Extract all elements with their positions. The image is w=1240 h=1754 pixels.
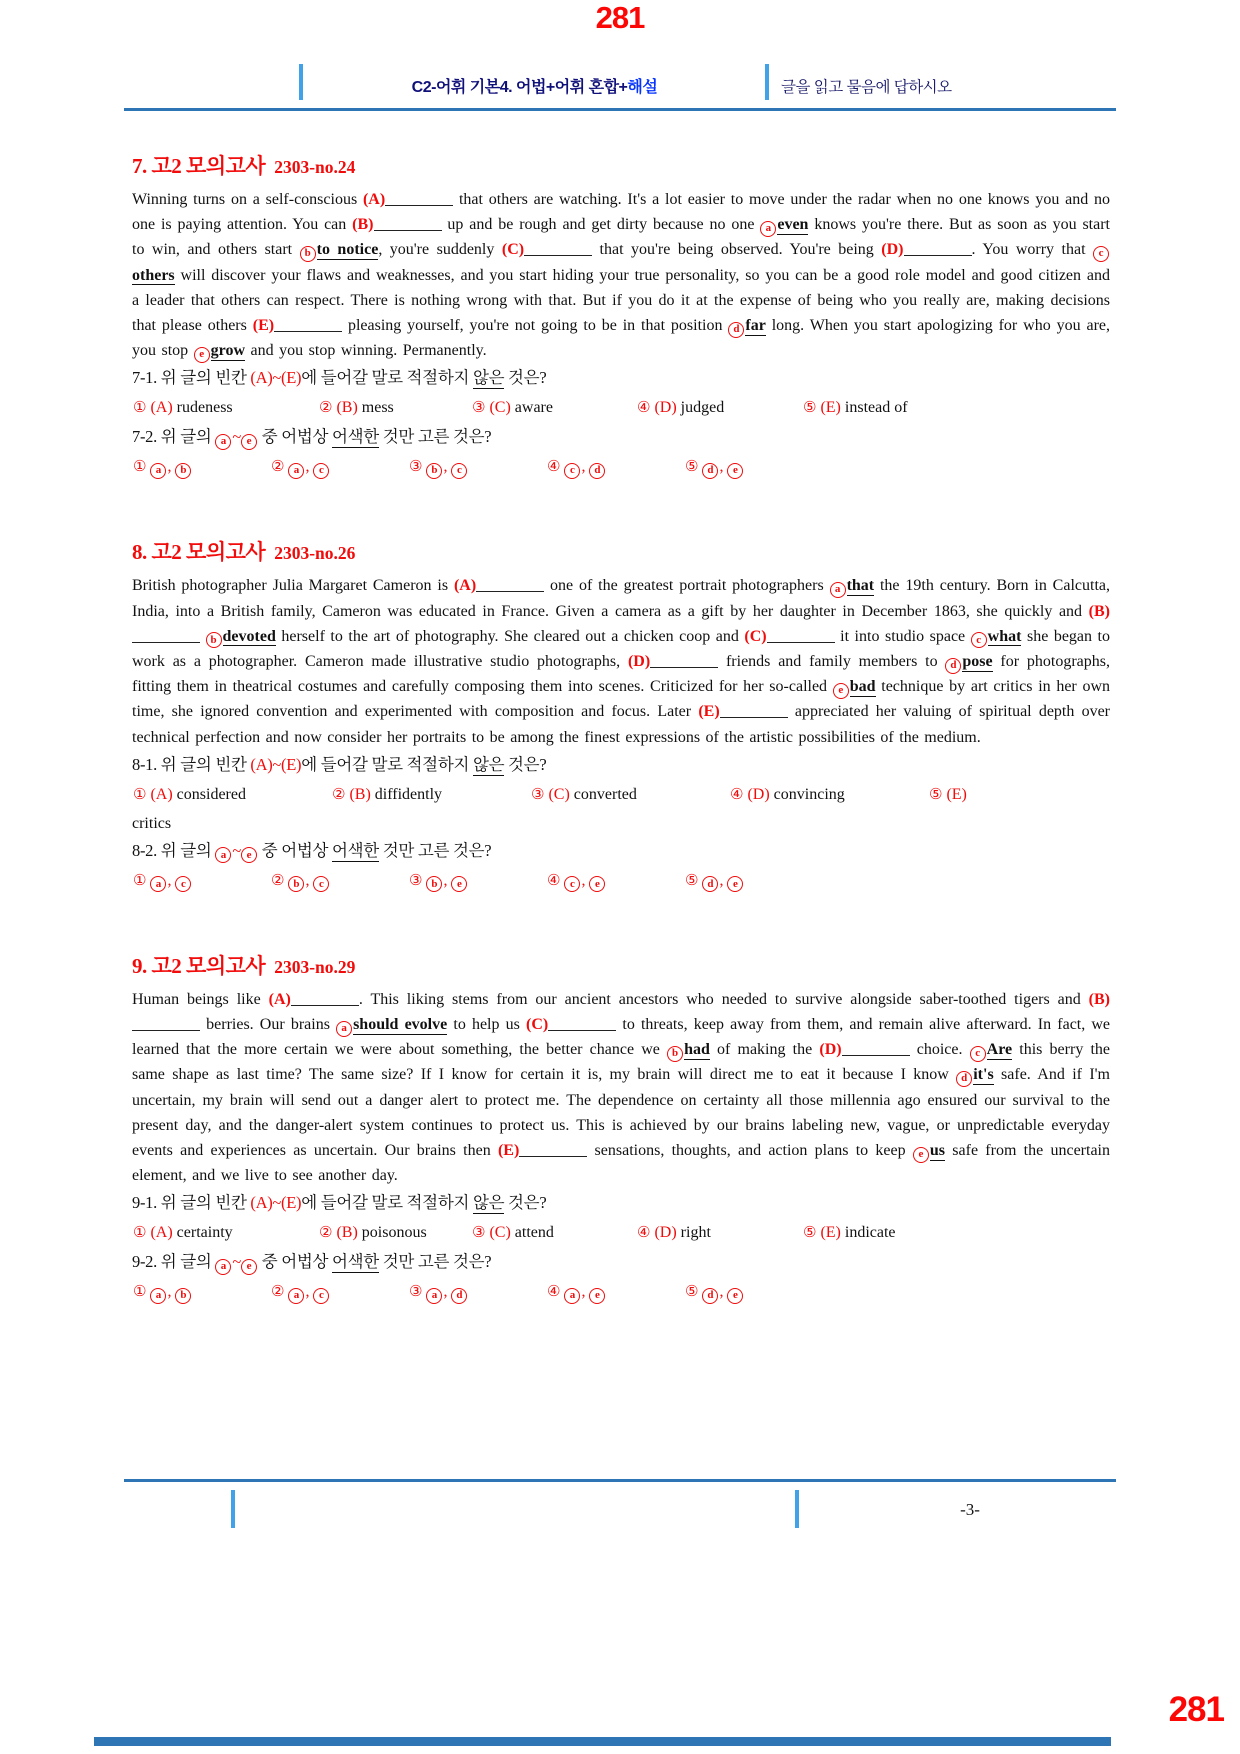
section-heading xyxy=(132,950,1110,980)
blank-label: (D) xyxy=(819,1041,842,1059)
grammar-word: to notice xyxy=(316,241,379,259)
option-tag: (D) xyxy=(654,399,677,417)
grammar-word: had xyxy=(684,1041,710,1059)
grammar-word: even xyxy=(777,216,809,234)
circled-letter-c: c xyxy=(313,876,329,892)
sections-container xyxy=(132,150,1110,1361)
circled-letter-d: d xyxy=(702,876,718,892)
blank-line xyxy=(385,192,453,206)
option-number: ① xyxy=(133,870,147,889)
blank-line xyxy=(374,217,442,231)
section-8 xyxy=(132,536,1110,893)
option-number: ② xyxy=(271,457,285,476)
option-tag: (D) xyxy=(747,785,770,803)
option-pair: c , d xyxy=(564,458,606,475)
section-number-title: 9. 고2 모의고사 xyxy=(132,953,266,978)
circled-letter-e: e xyxy=(241,847,257,863)
option-number: ⑤ xyxy=(803,1223,817,1242)
footer-divider-right xyxy=(795,1490,799,1528)
circled-letter-a: a xyxy=(564,1288,580,1304)
option-number: ③ xyxy=(409,1282,423,1301)
blank-line xyxy=(650,654,718,668)
blank-line xyxy=(767,629,835,643)
circled-letter-e: e xyxy=(833,683,849,699)
circled-letter-b: b xyxy=(667,1046,683,1062)
blank-line xyxy=(132,1017,200,1031)
grammar-word: others xyxy=(132,266,175,284)
blank-line xyxy=(548,1017,616,1031)
option-number: ⑤ xyxy=(685,870,699,889)
question-label: 9-2. xyxy=(132,1252,161,1272)
circled-letter-e: e xyxy=(241,434,257,450)
option-number: ① xyxy=(133,1282,147,1301)
underlined-word: 않은 xyxy=(472,754,505,774)
blank-label: (D) xyxy=(881,241,904,259)
option-pair: b , e xyxy=(426,872,468,889)
circled-letter-b: b xyxy=(206,632,222,648)
option-number: ③ xyxy=(409,870,423,889)
passage: Human beings like (A) . This liking stems from our ancient ancestors who needed to survive alongside saber-toothed tigers and (B) berries. Our brains a should evolve to help us (C) to threats, keep away from them, and remain alive afterward. In fact, we learned that the more certain we were about something, the better chance we b had of making the (D) choice. c Are this berry the same shape as last time? The same size? If I know for certain it is, my brain will direct me to eat it because I know d it's safe. And if I'm uncertain, my brain will send out a danger alert to protect me. The dependence on certainty all those millennia ago ensured our survival to the present day, and the danger-alert system continues to protect us. This is achieved by our brains labeling new, vague, or unpredictable everyday events and experiences as uncertain. Our brains then (E) sensations, thoughts, and action plans to keep e us safe from the uncertain element, and we live to see another day. xyxy=(132,990,1111,1185)
passage: British photographer Julia Margaret Cameron is (A) one of the greatest portrait photographers a that the 19th century. Born in Calcutta, India, into a British family, Cameron was educated in France. Given a camera as a gift by her daughter in December 1863, she quickly and (B) b devoted herself to the art of photography. She cleared out a chicken coop and (C) it into studio space c what she began to work as a photographer. Cameron made illustrative studio photographs, (D) friends and family members to d pose for photographs, fitting them in theatrical costumes and carefully composing them into scenes. Criticized for her so-called e bad technique by art critics in her own time, she ignored convention and experimented with composition and focus. Later (E) appreciated her valuing of spiritual depth over technical perfection and now consider her portraits to be among the finest expressions of the artistic possibilities of the medium. xyxy=(132,577,1111,746)
option-number: ⑤ xyxy=(803,398,817,417)
option-tag: (B) xyxy=(349,785,371,803)
underlined-word: 않은 xyxy=(472,1193,505,1213)
underlined-word: 어색한 xyxy=(332,1252,379,1272)
blank-label: (C) xyxy=(501,241,525,259)
option-number: ③ xyxy=(531,784,545,803)
bottom-blue-band xyxy=(94,1737,1111,1746)
blank-label: (D) xyxy=(627,653,651,671)
option-number: ② xyxy=(319,1223,333,1242)
question-text: 8-2. 위 글의 a ~ e 중 어법상 어색한 것만 고른 것은? xyxy=(132,838,1110,864)
circled-letter-e: e xyxy=(451,876,467,892)
option-number: ① xyxy=(133,784,147,803)
blank-label: (E) xyxy=(252,317,275,335)
section-number-title: 8. 고2 모의고사 xyxy=(132,540,266,565)
grammar-word: devoted xyxy=(222,627,276,645)
blank-label: (A) xyxy=(268,990,291,1008)
circled-letter-e: e xyxy=(589,1288,605,1304)
option-pair: a , e xyxy=(564,1283,606,1300)
circled-letter-b: b xyxy=(300,246,316,262)
option-2: ② (B) diffidently xyxy=(332,784,443,803)
question-8-2 xyxy=(132,838,1110,894)
option-number: ⑤ xyxy=(685,457,699,476)
section-9 xyxy=(132,950,1110,1306)
circled-letter-e: e xyxy=(913,1147,929,1163)
circled-letter-b: b xyxy=(426,463,442,479)
question-label: 9-1. xyxy=(132,1193,161,1213)
circled-letter-e: e xyxy=(727,876,743,892)
circled-letter-b: b xyxy=(175,1288,191,1304)
question-label: 8-2. xyxy=(132,840,161,860)
option-number: ③ xyxy=(472,1223,486,1242)
grammar-word: it's xyxy=(973,1066,994,1084)
option-pair: a , c xyxy=(288,458,330,475)
circled-letter-c: c xyxy=(1093,246,1109,262)
grammar-word: Are xyxy=(986,1041,1013,1059)
question-text: 9-1. 위 글의 빈칸 (A)~(E)에 들어갈 말로 적절하지 않은 것은? xyxy=(132,1193,547,1213)
options-row xyxy=(133,781,1110,808)
option-number: ② xyxy=(332,784,346,803)
blank-label: (E) xyxy=(698,703,720,721)
grammar-word: should evolve xyxy=(353,1016,448,1034)
blank-label: (A) xyxy=(453,577,477,595)
option-tag: (C) xyxy=(548,785,570,803)
question-label: 8-1. xyxy=(132,754,161,774)
blank-label: (C) xyxy=(526,1016,549,1034)
blank-line xyxy=(291,992,359,1006)
option-number: ② xyxy=(319,398,333,417)
option-number: ③ xyxy=(472,398,486,417)
circled-letter-b: b xyxy=(288,876,304,892)
option-1 xyxy=(133,453,271,480)
circled-letter-c: c xyxy=(970,1046,986,1062)
options-row xyxy=(133,394,1110,421)
option-3 xyxy=(409,1278,547,1305)
section-number-title: 7. 고2 모의고사 xyxy=(132,154,266,178)
circled-letter-a: a xyxy=(150,463,166,479)
option-tag: (C) xyxy=(489,399,511,417)
header-divider-right xyxy=(765,64,769,100)
blank-label: (B) xyxy=(1088,602,1110,620)
circled-range: a ~ e xyxy=(215,427,258,446)
circled-letter-a: a xyxy=(288,463,304,479)
question-text: 7-1. 위 글의 빈칸 (A)~(E)에 들어갈 말로 적절하지 않은 것은? xyxy=(132,368,547,388)
blank-line xyxy=(720,704,788,718)
options-row xyxy=(133,867,1110,894)
option-4: ④ (D) judged xyxy=(637,398,725,417)
blank-label: (E) xyxy=(497,1142,520,1160)
option-1: ① (A) certainty xyxy=(133,1223,233,1242)
option-number: ⑤ xyxy=(929,784,943,803)
blank-label: (B) xyxy=(352,216,374,234)
option-number: ① xyxy=(133,1223,147,1242)
circled-letter-c: c xyxy=(564,876,580,892)
blank-line xyxy=(274,318,342,332)
question-label: 7-2. xyxy=(132,427,161,447)
question-text: 7-2. 위 글의 a ~ e 중 어법상 어색한 것만 고른 것은? xyxy=(132,424,1110,450)
section-7 xyxy=(132,150,1110,480)
option-number: ④ xyxy=(637,1223,651,1242)
option-3 xyxy=(409,453,547,480)
blank-line xyxy=(842,1042,910,1056)
option-pair: a , d xyxy=(426,1283,468,1300)
grammar-word: what xyxy=(987,627,1022,645)
option-tag: (E) xyxy=(820,399,841,417)
option-number: ⑤ xyxy=(685,1282,699,1301)
option-3: ③ (C) attend xyxy=(472,1223,554,1242)
option-tag: (D) xyxy=(654,1224,677,1242)
circled-letter-a: a xyxy=(215,434,231,450)
option-tag: (C) xyxy=(489,1224,511,1242)
question-7-1 xyxy=(132,365,1110,421)
circled-letter-e: e xyxy=(241,1259,257,1275)
option-pair: a , c xyxy=(288,1283,330,1300)
question-9-1 xyxy=(132,1190,1110,1246)
question-8-1 xyxy=(132,752,1110,836)
circled-letter-d: d xyxy=(589,463,605,479)
red-range-label: (A)~(E) xyxy=(250,754,302,774)
blank-line xyxy=(476,578,544,592)
grammar-word: pose xyxy=(962,653,993,671)
circled-letter-d: d xyxy=(702,1288,718,1304)
page-number-top: 281 xyxy=(595,0,645,35)
circled-letter-a: a xyxy=(336,1021,352,1037)
option-tag: (A) xyxy=(150,1224,173,1242)
circled-letter-d: d xyxy=(451,1288,467,1304)
option-number: ① xyxy=(133,398,147,417)
option-number: ④ xyxy=(547,457,561,476)
header-instruction: 글을 읽고 물음에 답하시오 xyxy=(781,79,952,96)
header-divider-left xyxy=(299,64,303,100)
circled-letter-c: c xyxy=(313,1288,329,1304)
circled-letter-a: a xyxy=(150,1288,166,1304)
options-row xyxy=(133,1278,1110,1305)
circled-letter-a: a xyxy=(288,1288,304,1304)
grammar-word: bad xyxy=(849,678,876,696)
blank-line xyxy=(519,1143,587,1157)
footer-rule xyxy=(124,1479,1116,1482)
option-4: ④ (D) right xyxy=(637,1223,711,1242)
section-heading xyxy=(132,536,1110,566)
blank-line xyxy=(904,242,972,256)
option-2: ② (B) mess xyxy=(319,398,394,417)
option-number: ④ xyxy=(637,398,651,417)
circled-letter-a: a xyxy=(426,1288,442,1304)
option-pair: d , e xyxy=(702,458,744,475)
options-row xyxy=(133,1219,1110,1246)
option-number: ④ xyxy=(547,870,561,889)
course-title-highlight: 해설 xyxy=(627,79,658,96)
option-number: ④ xyxy=(730,784,744,803)
option-number: ① xyxy=(133,457,147,476)
blank-line xyxy=(524,242,592,256)
option-pair: c , e xyxy=(564,872,606,889)
option-5 xyxy=(685,453,744,480)
option-pair: d , e xyxy=(702,872,744,889)
circled-letter-b: b xyxy=(426,876,442,892)
option-tag: (A) xyxy=(150,785,173,803)
option-pair: b , c xyxy=(288,872,330,889)
blank-label: (B) xyxy=(1088,990,1110,1008)
passage: Winning turns on a self-conscious (A) that others are watching. It's a lot easier to move under the radar when no one knows you and no one is paying attention. You can (B) up and be rough and get dirty because no one a even knows you're there. But as soon as you start to win, and others start b to notice, you're suddenly (C) that you're being observed. You're being (D) . You worry that cothers will discover your flaws and weaknesses, and you start hiding your true personality, so you can be a good role model and good citizen and a leader that others can respect. There is nothing wrong with that. But if you do it at the expense of being who you really are, making decisions that please others (E) pleasing yourself, you're not going to be in that position d far long. When you start apologizing for who you are, you stop e grow and you stop winning. Permanently. xyxy=(132,187,1110,363)
grammar-word: far xyxy=(745,317,766,335)
option-1 xyxy=(133,867,271,894)
option-2: ② (B) poisonous xyxy=(319,1223,427,1242)
blank-label: (A) xyxy=(362,191,386,208)
header-rule xyxy=(124,108,1116,111)
header-title xyxy=(312,74,757,97)
option-4 xyxy=(547,1278,685,1305)
option-2 xyxy=(271,867,409,894)
circled-letter-c: c xyxy=(971,632,987,648)
option-number: ④ xyxy=(547,1282,561,1301)
blank-label: (C) xyxy=(744,627,767,645)
options-row xyxy=(133,453,1110,480)
question-7-2 xyxy=(132,424,1110,480)
option-tag: (A) xyxy=(150,399,173,417)
circled-letter-d: d xyxy=(945,658,961,674)
option-5 xyxy=(685,1278,744,1305)
option-tag: (E) xyxy=(820,1224,841,1242)
question-text: 8-1. 위 글의 빈칸 (A)~(E)에 들어갈 말로 적절하지 않은 것은? xyxy=(132,754,547,774)
circled-letter-e: e xyxy=(194,347,210,363)
question-text: 9-2. 위 글의 a ~ e 중 어법상 어색한 것만 고른 것은? xyxy=(132,1249,1110,1275)
option-5 xyxy=(929,781,967,808)
option-pair: d , e xyxy=(702,1283,744,1300)
section-heading xyxy=(132,150,1110,180)
option-3: ③ (C) converted xyxy=(531,784,637,803)
circled-letter-e: e xyxy=(727,463,743,479)
option-1: ① (A) rudeness xyxy=(133,398,233,417)
circled-letter-b: b xyxy=(175,463,191,479)
option-text-overflow: critics xyxy=(132,814,172,832)
footer-page-indicator: -3- xyxy=(960,1500,980,1519)
option-tag: (E) xyxy=(946,785,967,803)
circled-letter-d: d xyxy=(956,1071,972,1087)
course-title: C2-어휘 기본4. 어법+어휘 혼합+ xyxy=(411,79,628,96)
circled-letter-e: e xyxy=(589,876,605,892)
circled-letter-a: a xyxy=(830,582,846,598)
circled-letter-c: c xyxy=(175,876,191,892)
circled-letter-a: a xyxy=(215,1259,231,1275)
circled-letter-c: c xyxy=(564,463,580,479)
grammar-word: us xyxy=(929,1142,946,1160)
red-range-label: (A)~(E) xyxy=(250,368,302,388)
option-3 xyxy=(409,867,547,894)
option-4 xyxy=(547,867,685,894)
circled-letter-e: e xyxy=(727,1288,743,1304)
option-3: ③ (C) aware xyxy=(472,398,553,417)
option-pair: b , c xyxy=(426,458,468,475)
option-4: ④ (D) convincing xyxy=(730,784,845,803)
option-2 xyxy=(271,453,409,480)
circled-range: a ~ e xyxy=(215,1252,258,1271)
circled-letter-c: c xyxy=(451,463,467,479)
option-tag: (B) xyxy=(336,1224,358,1242)
option-5: ⑤ (E) indicate xyxy=(803,1223,896,1242)
option-pair: a , c xyxy=(150,872,192,889)
circled-letter-d: d xyxy=(702,463,718,479)
option-number: ② xyxy=(271,1282,285,1301)
footer-divider-left xyxy=(231,1490,235,1528)
underlined-word: 어색한 xyxy=(332,427,379,447)
underlined-word: 어색한 xyxy=(332,840,379,860)
option-number: ② xyxy=(271,870,285,889)
grammar-word: that xyxy=(846,577,875,595)
option-1 xyxy=(133,1278,271,1305)
option-tag: (B) xyxy=(336,399,358,417)
option-5 xyxy=(685,867,744,894)
section-code: 2303-no.26 xyxy=(274,543,356,564)
circled-letter-a: a xyxy=(215,847,231,863)
underlined-word: 않은 xyxy=(472,368,505,388)
question-label: 7-1. xyxy=(132,368,161,388)
question-9-2 xyxy=(132,1249,1110,1305)
circled-letter-a: a xyxy=(150,876,166,892)
option-pair: a , b xyxy=(150,458,192,475)
option-1: ① (A) considered xyxy=(133,784,246,803)
circled-letter-c: c xyxy=(313,463,329,479)
option-4 xyxy=(547,453,685,480)
option-2 xyxy=(271,1278,409,1305)
section-code: 2303-no.29 xyxy=(274,956,356,977)
page-number-bottom: 281 xyxy=(1168,1690,1224,1729)
circled-letter-a: a xyxy=(760,221,776,237)
red-range-label: (A)~(E) xyxy=(250,1193,302,1213)
option-number: ③ xyxy=(409,457,423,476)
section-code: 2303-no.24 xyxy=(274,157,356,177)
option-pair: a , b xyxy=(150,1283,192,1300)
blank-line xyxy=(132,629,200,643)
grammar-word: grow xyxy=(210,342,246,360)
circled-letter-d: d xyxy=(728,322,744,338)
option-5: ⑤ (E) instead of xyxy=(803,398,908,417)
circled-range: a ~ e xyxy=(215,841,258,860)
